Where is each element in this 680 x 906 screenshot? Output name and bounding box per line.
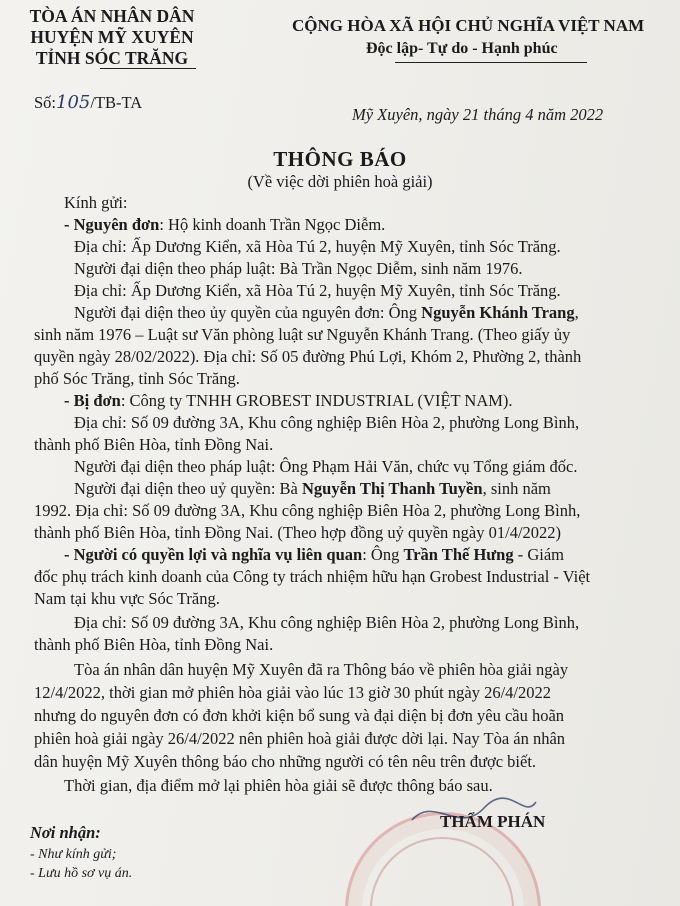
notice-line-4: phiên hoà giải ngày 26/4/2022 nên phiên hoà giải được dời lại. Nay Tòa án nhân	[34, 729, 566, 748]
plaintiff-auth-rep	[74, 303, 579, 323]
defendant-label: - Bị đơn	[64, 391, 121, 410]
salutation: Kính gửi:	[64, 193, 128, 212]
related-party-line-3: Nam tại khu vực Sóc Trăng.	[34, 589, 220, 608]
plaintiff-auth-rep-line-4: phố Sóc Trăng, tỉnh Sóc Trăng.	[34, 369, 240, 388]
motto-underline	[395, 62, 587, 63]
plaintiff-label: - Nguyên đơn	[64, 215, 160, 234]
plaintiff-auth-rep-line-3: quyền ngày 28/02/2022). Địa chỉ: Số 05 đường Phú Lợi, Khóm 2, Phường 2, thành	[34, 347, 582, 366]
related-label: - Người có quyền lợi và nghĩa vụ liên quan	[64, 545, 363, 564]
auth-rep-name: Nguyễn Khánh Trang	[421, 303, 575, 322]
plaintiff-address-1: Địa chỉ: Ấp Dương Kiển, xã Hòa Tú 2, huyện Mỹ Xuyên, tỉnh Sóc Trăng.	[74, 237, 561, 256]
auth-rep-prefix: Người đại diện theo ủy quyền của nguyên đơn: Ông	[74, 303, 422, 322]
plaintiff-auth-rep-line-2: sinh năm 1976 – Luật sư Văn phòng luật sư Nguyễn Khánh Trang. (Theo giấy ủy	[34, 325, 571, 344]
defendant-auth-rep-line-2: 1992. Địa chỉ: Số 09 đường 3A, Khu công nghiệp Biên Hòa 2, phường Long Bình,	[34, 501, 581, 520]
related-party-line-2: đốc phụ trách kinh doanh của Công ty trách nhiệm hữu hạn Grobest Industrial - Việt	[34, 567, 591, 586]
motto: Độc lập- Tự do - Hạnh phúc	[366, 40, 558, 57]
related-name: Trần Thế Hưng	[403, 545, 514, 564]
document-date: Mỹ Xuyên, ngày 21 tháng 4 năm 2022	[352, 105, 604, 124]
plaintiff-legal-rep: Người đại diện theo pháp luật: Bà Trần Ngọc Diễm, sinh năm 1976.	[74, 259, 523, 278]
def-auth-prefix: Người đại diện theo uỷ quyền: Bà	[74, 479, 303, 498]
notice-line-2: 12/4/2022, thời gian mở phiên hòa giải vào lúc 13 giờ 30 phút ngày 26/4/2022	[34, 683, 551, 702]
related-address-2: thành phố Biên Hòa, tỉnh Đồng Nai.	[34, 635, 274, 654]
def-auth-name: Nguyễn Thị Thanh Tuyền	[302, 479, 483, 498]
defendant-auth-rep-line-3: thành phố Biên Hòa, tỉnh Đồng Nai. (Theo hợp đồng uỷ quyền ngày 01/4/2022)	[34, 523, 562, 542]
court-name-line-3: TỈNH SÓC TRĂNG	[35, 48, 189, 68]
recipient-item: - Lưu hồ sơ vụ án.	[30, 866, 133, 881]
related-address-1: Địa chỉ: Số 09 đường 3A, Khu công nghiệp Biên Hòa 2, phường Long Bình,	[74, 613, 580, 632]
handwritten-number: 105	[56, 92, 91, 113]
court-name-line-2: HUYỆN MỸ XUYÊN	[30, 27, 194, 47]
def-auth-suffix: , sinh năm	[482, 479, 551, 498]
document-title: THÔNG BÁO	[273, 147, 407, 171]
defendant-line	[64, 391, 513, 411]
recipient-item: - Như kính gửi;	[30, 847, 117, 862]
plaintiff-address-2: Địa chỉ: Ấp Dương Kiển, xã Hòa Tú 2, huyện Mỹ Xuyên, tỉnh Sóc Trăng.	[74, 281, 561, 300]
document-number	[34, 92, 142, 113]
number-prefix: Số:	[34, 93, 57, 112]
defendant-address-2: thành phố Biên Hòa, tỉnh Đồng Nai.	[34, 435, 274, 454]
plaintiff-line	[64, 215, 385, 235]
related-mid: : Ông	[362, 545, 404, 564]
defendant-legal-rep: Người đại diện theo pháp luật: Ông Phạm Hải Văn, chức vụ Tổng giám đốc.	[74, 457, 578, 476]
related-party-line	[64, 545, 564, 565]
defendant-value: : Công ty TNHH GROBEST INDUSTRIAL (VIỆT NAM).	[120, 391, 513, 410]
court-underline	[100, 68, 196, 69]
number-suffix: /TB-TA	[90, 93, 143, 112]
judge-title: THẨM PHÁN	[440, 812, 546, 831]
closing-line: Thời gian, địa điểm mở lại phiên hòa giải sẽ được thông báo sau.	[64, 776, 493, 795]
defendant-auth-rep	[74, 479, 551, 499]
plaintiff-value: : Hộ kinh doanh Trần Ngọc Diễm.	[159, 215, 386, 234]
notice-line-3: nhưng do nguyên đơn có đơn khởi kiện bổ sung và đại diện bị đơn yêu cầu hoãn	[34, 706, 565, 725]
notice-line-5: dân huyện Mỹ Xuyên thông báo cho những người có tên nêu trên được biết.	[34, 752, 537, 771]
defendant-address-1: Địa chỉ: Số 09 đường 3A, Khu công nghiệp Biên Hòa 2, phường Long Bình,	[74, 413, 580, 432]
nation-heading: CỘNG HÒA XÃ HỘI CHỦ NGHĨA VIỆT NAM	[292, 16, 645, 35]
document-subtitle: (Về việc dời phiên hoà giải)	[247, 172, 433, 191]
related-suffix: - Giám	[513, 545, 565, 564]
court-seal-inner	[370, 837, 514, 906]
recipients-title: Nơi nhận:	[30, 823, 101, 842]
notice-line-1: Tòa án nhân dân huyện Mỹ Xuyên đã ra Thông báo về phiên hòa giải ngày	[74, 660, 569, 679]
court-name-line-1: TÒA ÁN NHÂN DÂN	[29, 6, 195, 26]
auth-rep-suffix: ,	[574, 303, 579, 322]
